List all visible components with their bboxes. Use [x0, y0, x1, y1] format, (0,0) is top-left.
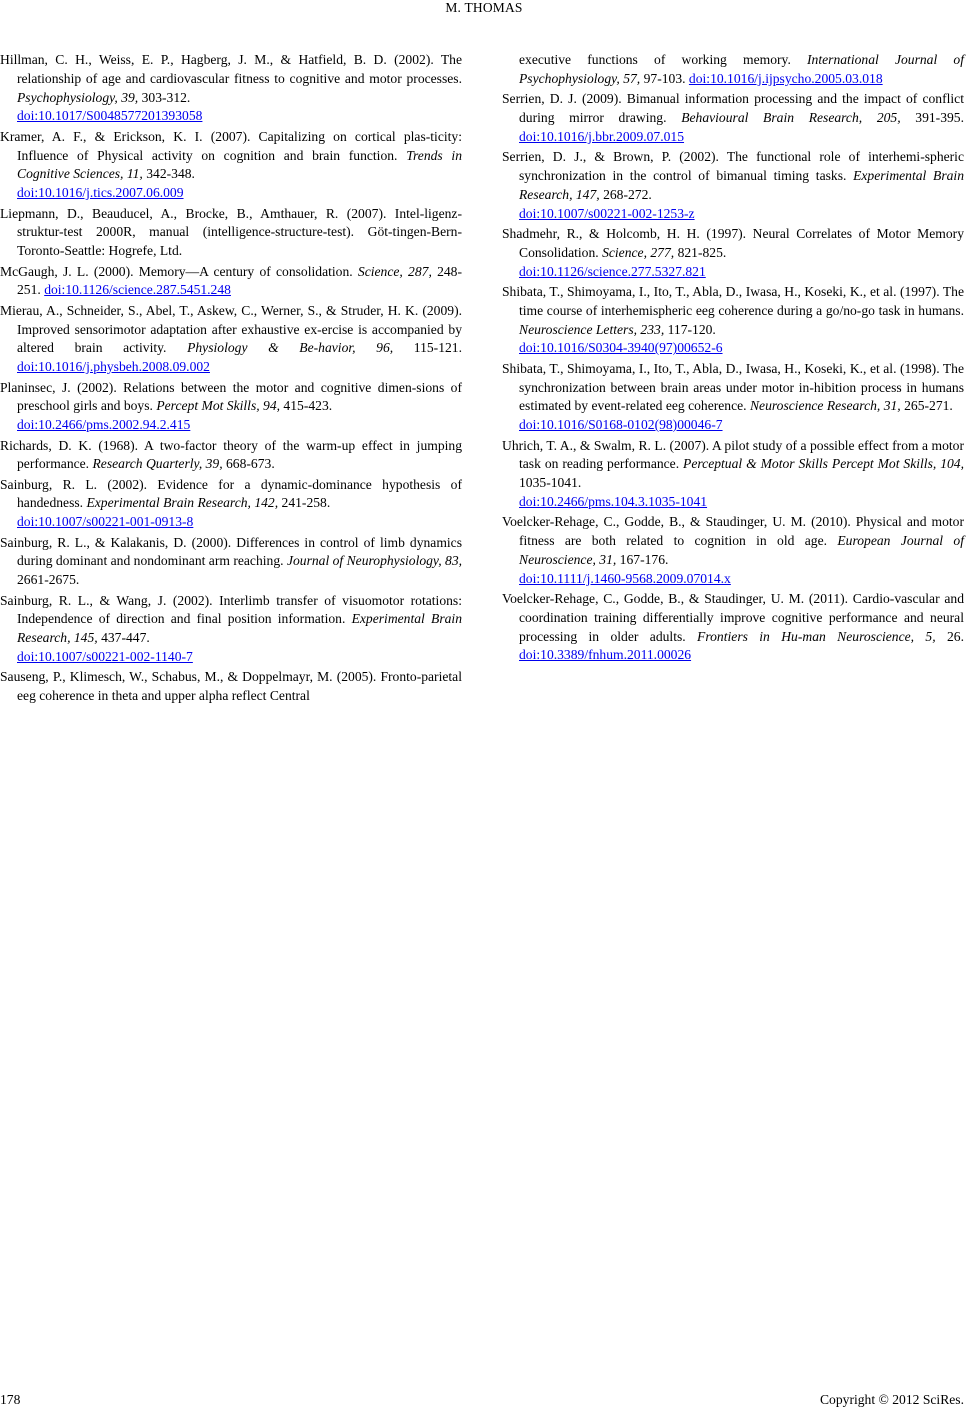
- reference-text: Shibata, T., Shimoyama, I., Ito, T., Abla, D., Iwasa, H., Koseki, K., et al. (1997). The time course of interhemispheric eeg coherence during a go/no-go task in humans.: [502, 283, 964, 318]
- doi-line: [519, 416, 964, 435]
- doi-link[interactable]: doi:10.1016/S0304-3940(97)00652-6: [519, 340, 723, 356]
- reference-journal: Neuroscience Research, 31,: [749, 398, 901, 414]
- reference-entry: [502, 513, 964, 588]
- reference-journal: Experimental Brain Research, 145,: [17, 611, 462, 646]
- reference-text: Shibata, T., Shimoyama, I., Ito, T., Abla, D., Iwasa, H., Koseki, K., et al. (1998). The synchronization between brain areas under motor in-hibition process in humans estimated by event-related eeg coherence.: [502, 360, 964, 414]
- copyright-notice: Copyright © 2012 SciRes.: [819, 1392, 964, 1407]
- running-header: M. THOMAS: [445, 0, 523, 15]
- reference-pages: 2661-2675.: [17, 572, 80, 588]
- reference-pages: 167-176.: [616, 551, 669, 567]
- reference-entry: [502, 90, 964, 146]
- doi-link[interactable]: doi:10.1016/j.tics.2007.06.009: [17, 185, 184, 201]
- reference-pages: 1035-1041.: [519, 475, 582, 491]
- doi-link[interactable]: doi:10.1126/science.277.5327.821: [519, 263, 706, 279]
- reference-text: Serrien, D. J. (2009). Bimanual information processing and the impact of conflict during mirror drawing.: [502, 91, 964, 125]
- doi-line: [17, 648, 462, 667]
- reference-journal: Perceptual & Motor Skills Percept Mot Skills, 104,: [683, 456, 964, 472]
- doi-link[interactable]: doi:10.3389/fnhum.2011.00026: [519, 647, 692, 663]
- reference-entry: [502, 590, 964, 665]
- doi-line: [519, 205, 964, 224]
- reference-text: Sainburg, R. L. (2002). Evidence for a dynamic-dominance hypothesis of handedness.: [0, 476, 462, 511]
- doi-link[interactable]: doi:10.1007/s00221-001-0913-8: [17, 514, 194, 530]
- reference-entry: [0, 668, 462, 706]
- reference-text: Sauseng, P., Klimesch, W., Schabus, M., & Doppelmayr, M. (2005). Fronto-parietal eeg coherence in theta and upper alpha reflect Central: [0, 669, 462, 704]
- reference-pages: 268-272.: [599, 186, 652, 202]
- reference-text: Liepmann, D., Beauducel, A., Brocke, B., Amthauer, R. (2007). Intel-ligenz-struktur-test 2000R, manual (intelligence-structure-test). Göt-tingen-Bern-Toronto-Seattle: Hogrefe, Ltd.: [0, 205, 462, 259]
- doi-line: [17, 184, 462, 203]
- reference-journal: Science, 277,: [602, 244, 675, 260]
- reference-entry: [502, 437, 964, 512]
- doi-link[interactable]: doi:10.1016/S0168-0102(98)00046-7: [519, 417, 723, 433]
- reference-entry: [0, 51, 462, 126]
- reference-pages: 415-423.: [280, 398, 333, 414]
- reference-column-left: [0, 51, 462, 708]
- doi-link[interactable]: doi:10.2466/pms.104.3.1035-1041: [519, 493, 708, 509]
- reference-column-right: [502, 51, 964, 667]
- reference-text: Kramer, A. F., & Erickson, K. I. (2007). Capitalizing on cortical plas-ticity: Influence of Physical activity on cognition and brain function.: [0, 128, 462, 163]
- reference-text: executive functions of working memory.: [519, 52, 808, 67]
- reference-entry: [502, 51, 964, 89]
- reference-entry: [502, 360, 964, 435]
- doi-link[interactable]: doi:10.1111/j.1460-9568.2009.07014.x: [519, 570, 731, 586]
- doi-line: [519, 339, 964, 358]
- doi-link[interactable]: doi:10.1126/science.287.5451.248: [44, 282, 231, 298]
- reference-text: Shadmehr, R., & Holcomb, H. H. (1997). Neural Correlates of Motor Memory Consolidation.: [502, 225, 964, 260]
- reference-entry: [0, 379, 462, 435]
- doi-line: [519, 570, 964, 589]
- doi-link[interactable]: doi:10.1016/j.ijpsycho.2005.03.018: [688, 70, 883, 86]
- reference-pages: 303-312.: [138, 89, 191, 105]
- doi-link[interactable]: doi:10.2466/pms.2002.94.2.415: [17, 417, 191, 433]
- doi-link[interactable]: doi:10.1017/S0048577201393058: [17, 108, 203, 124]
- reference-journal: International Journal of Psychophysiology, 57,: [519, 52, 964, 86]
- reference-pages: 342-348.: [142, 166, 195, 182]
- reference-journal: Journal of Neurophysiology, 83,: [286, 553, 463, 569]
- reference-pages: 668-673.: [222, 456, 275, 472]
- reference-pages: 821-825.: [674, 244, 727, 260]
- reference-entry: [0, 205, 462, 261]
- reference-pages: 248-251.: [17, 263, 462, 298]
- doi-line: [519, 493, 964, 512]
- reference-journal: Behavioural Brain Research, 205,: [681, 109, 901, 125]
- reference-journal: Research Quarterly, 39,: [92, 456, 223, 472]
- reference-entry: [0, 128, 462, 203]
- doi-line: [17, 513, 462, 532]
- reference-text: Uhrich, T. A., & Swalm, R. L. (2007). A pilot study of a possible effect from a motor task on reading performance.: [502, 437, 964, 472]
- reference-pages: 437-447.: [97, 630, 150, 646]
- reference-pages: 117-120.: [664, 321, 716, 337]
- reference-pages: 265-271.: [900, 398, 953, 414]
- reference-text: Voelcker-Rehage, C., Godde, B., & Staudinger, U. M. (2010). Physical and motor fitness are both related to cognition in old age.: [502, 514, 964, 549]
- reference-journal: Percept Mot Skills, 94,: [156, 398, 281, 414]
- doi-line: [17, 416, 462, 435]
- reference-journal: Psychophysiology, 39,: [17, 89, 139, 105]
- reference-entry: [0, 476, 462, 532]
- reference-pages: 115-121.: [393, 340, 462, 356]
- page-number: 178: [0, 1392, 21, 1407]
- reference-text: Sainburg, R. L., & Wang, J. (2002). Interlimb transfer of visuomotor rotations: Independence of direction and final position information.: [0, 592, 462, 627]
- reference-text: Serrien, D. J., & Brown, P. (2002). The functional role of interhemi-spheric synchronization in the control of bimanual timing tasks.: [502, 149, 964, 183]
- reference-journal: Experimental Brain Research, 142,: [86, 495, 279, 511]
- reference-text: Planinsec, J. (2002). Relations between the motor and cognitive dimen-sions of preschool girls and boys.: [0, 379, 462, 414]
- reference-text: Hillman, C. H., Weiss, E. P., Hagberg, J. M., & Hatfield, B. D. (2002). The relationship of age and cardiovascular fitness to cognitive and motor processes.: [0, 52, 462, 86]
- reference-entry: [0, 592, 462, 667]
- reference-text: Voelcker-Rehage, C., Godde, B., & Staudinger, U. M. (2011). Cardio-vascular and coordination training differentially improve cognitive performance and neural processing in older adults.: [502, 591, 964, 644]
- doi-link[interactable]: doi:10.1016/j.bbr.2009.07.015: [519, 128, 685, 144]
- reference-entry: [0, 437, 462, 475]
- reference-journal: Science, 287,: [357, 263, 432, 279]
- reference-text: Richards, D. K. (1968). A two-factor theory of the warm-up effect in jumping performance.: [0, 437, 462, 472]
- reference-entry: [0, 534, 462, 590]
- reference-text: McGaugh, J. L. (2000). Memory—A century of consolidation.: [0, 263, 358, 279]
- reference-pages: 26.: [935, 628, 964, 644]
- reference-entry: [0, 263, 462, 301]
- reference-text: Sainburg, R. L., & Kalakanis, D. (2000). Differences in control of limb dynamics during dominant and nondominant arm reaching.: [0, 534, 462, 569]
- doi-link[interactable]: doi:10.1016/j.physbeh.2008.09.002: [17, 359, 210, 375]
- reference-journal: Trends in Cognitive Sciences, 11,: [17, 147, 462, 182]
- doi-link[interactable]: doi:10.1007/s00221-002-1140-7: [17, 649, 193, 665]
- reference-text: Mierau, A., Schneider, S., Abel, T., Askew, C., Werner, S., & Struder, H. K. (2009). Improved sensorimotor adaptation after exhaustive ex-ercise is accompanied by altered brain activity.: [0, 302, 462, 356]
- reference-entry: [502, 225, 964, 281]
- reference-entry: [502, 283, 964, 358]
- reference-journal: Physiology & Be-havior, 96,: [187, 340, 394, 356]
- doi-line: [519, 263, 964, 282]
- reference-journal: Frontiers in Hu-man Neuroscience, 5,: [697, 628, 936, 644]
- reference-pages: 97-103.: [640, 70, 689, 86]
- reference-pages: 241-258.: [278, 495, 331, 511]
- reference-entry: [502, 148, 964, 223]
- reference-journal: Experimental Brain Research, 147,: [519, 167, 964, 202]
- reference-pages: 391-395.: [900, 109, 965, 125]
- reference-entry: [0, 302, 462, 377]
- doi-link[interactable]: doi:10.1007/s00221-002-1253-z: [519, 205, 695, 221]
- reference-journal: Neuroscience Letters, 233,: [519, 321, 665, 337]
- doi-line: [17, 107, 462, 126]
- reference-journal: European Journal of Neuroscience, 31,: [519, 533, 964, 567]
